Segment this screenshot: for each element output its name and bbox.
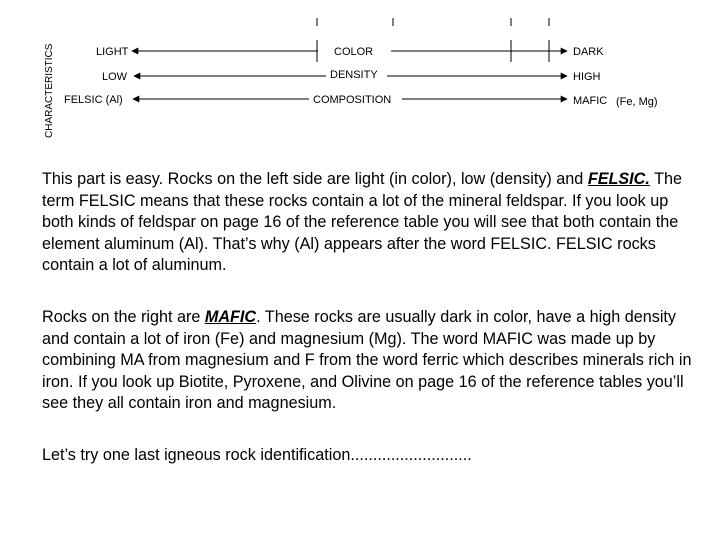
characteristics-diagram — [0, 0, 720, 150]
center-label-composition: COMPOSITION — [313, 94, 392, 106]
paragraph-mafic — [42, 307, 702, 415]
p1-text-end: The term FELSIC means that these rocks contain a lot of the mineral feldspar. If you look up both kinds of feldspar on page 16 of the reference table you will see that both contain the element aluminum (Al). That’s why (Al) appears after the word FELSIC. FELSIC rocks contain a lot of aluminum. — [42, 170, 682, 275]
p2-text-start: Rocks on the right are — [42, 308, 205, 326]
term-mafic: MAFIC — [204, 308, 257, 326]
left-label-low: LOW — [102, 71, 128, 83]
left-label-light: LIGHT — [96, 46, 129, 58]
term-felsic: FELSIC. — [587, 170, 650, 188]
center-label-color: COLOR — [334, 46, 374, 58]
p2-text-end: . These rocks are usually dark in color, have a high density and contain a lot of iron (Fe) and magnesium (Mg). The word MAFIC was made up by combining MA from magnesium and F from the word ferric which describes minerals rich in iron. If you look up Biotite, Pyroxene, and Olivine on page 16 of the reference tables you’ll see they all contain iron and magnesium. — [42, 308, 692, 413]
paragraph-felsic — [42, 169, 702, 277]
right-label-mafic: MAFIC — [573, 95, 608, 107]
paragraph-closing: Let’s try one last igneous rock identification........................... — [42, 446, 472, 464]
side-label: CHARACTERISTICS — [44, 43, 55, 138]
p1-text-start: This part is easy. Rocks on the left side are light (in color), low (density) and — [42, 170, 588, 188]
right-label-mafic-elements: (Fe, Mg) — [616, 96, 658, 108]
right-label-dark: DARK — [573, 46, 604, 58]
right-label-high: HIGH — [573, 71, 601, 83]
left-label-felsic: FELSIC (Al) — [64, 94, 123, 106]
center-label-density: DENSITY — [330, 69, 378, 81]
